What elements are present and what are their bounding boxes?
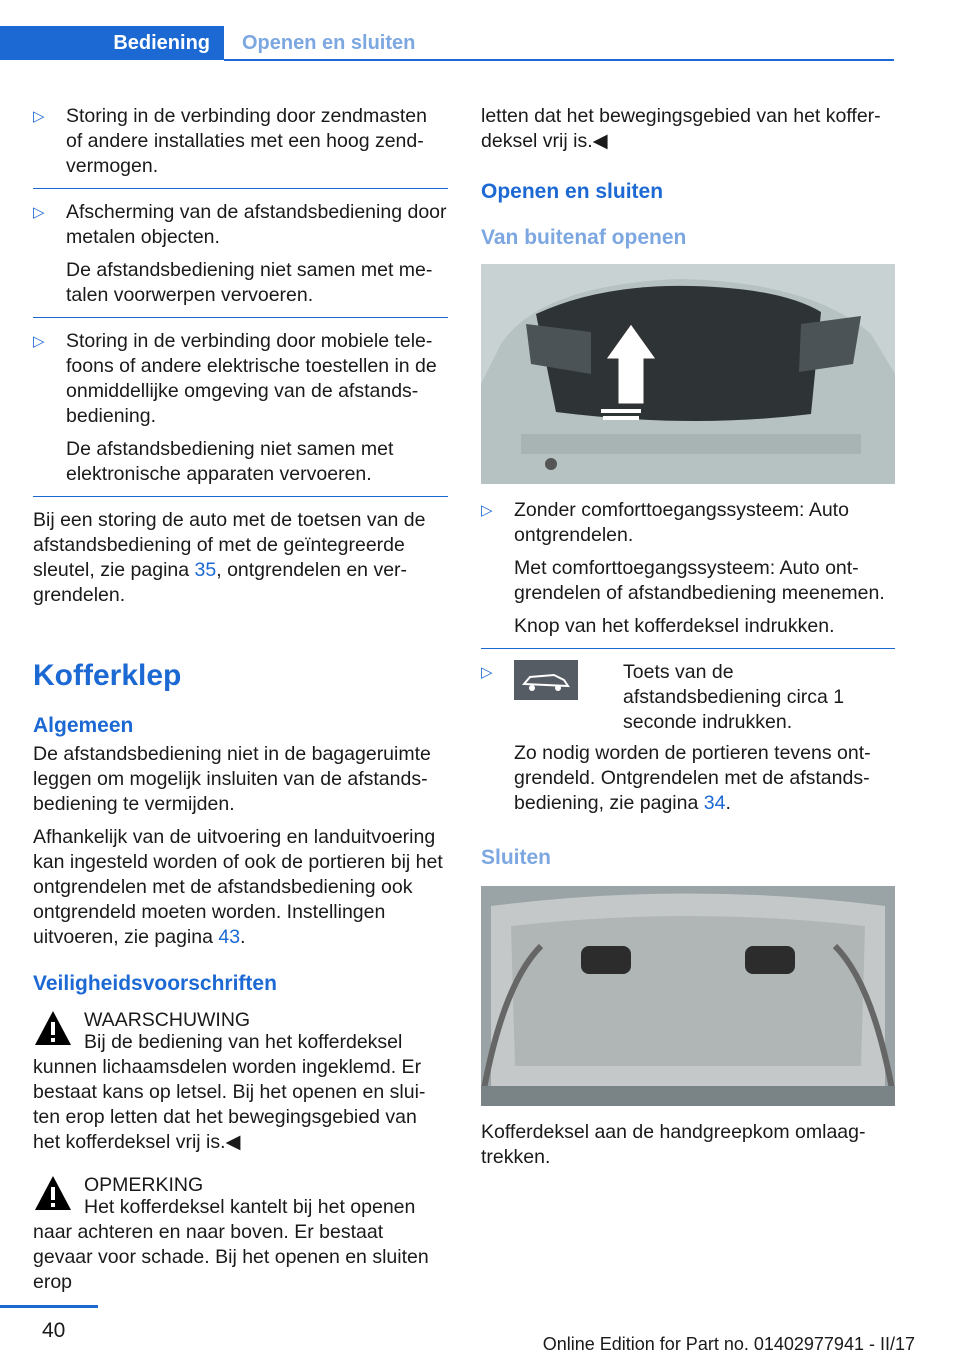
bullet-text: Toets van de afstandsbediening circa 1 seconde indrukken. <box>623 661 845 733</box>
trunk-close-photo <box>481 886 895 1106</box>
bullet-subtext: Knop van het kofferdeksel indrukken. <box>514 615 835 637</box>
key-row <box>514 660 895 735</box>
warning-title: WAARSCHUWING <box>84 1009 251 1031</box>
bullet-subtext: De afstandsbediening niet samen met elektronische apparaten vervoeren. <box>66 438 394 485</box>
bullet-text: Zonder comforttoegangssysteem: Auto ontgrendelen. <box>514 499 849 546</box>
divider <box>33 188 448 189</box>
divider <box>33 317 448 318</box>
note-title: OPMERKING <box>84 1174 204 1196</box>
list-item <box>33 104 448 179</box>
list-item <box>481 660 895 816</box>
subsection-title: Sluiten <box>481 846 552 869</box>
list-item <box>33 200 448 308</box>
divider <box>481 648 895 649</box>
list-item <box>33 329 448 487</box>
page-link[interactable]: 35 <box>194 559 217 581</box>
paragraph: letten dat het bewegingsgebied van het koffer-deksel vrij is.◀ <box>481 105 881 152</box>
footer-rule <box>0 1305 98 1308</box>
bullet-subtext: De afstandsbediening niet samen met me-talen voorwerpen vervoeren. <box>66 259 433 306</box>
bullet-text: Afscherming van de afstandsbediening door metalen objecten. <box>66 201 447 248</box>
left-column <box>33 104 448 1295</box>
section-title: Kofferklep <box>33 659 182 692</box>
section-title: Openen en sluiten <box>481 180 664 203</box>
tab-openen-en-sluiten[interactable]: Openen en sluiten <box>242 32 416 54</box>
tab-bediening[interactable]: Bediening <box>0 26 224 60</box>
bullet-subtext: Met comforttoegangssysteem: Auto ont-grendelen of afstandbediening meenemen. <box>514 557 885 604</box>
bullet-triangle-icon: ▷ <box>33 108 45 125</box>
note-text: Het kofferdeksel kantelt bij het openen naar achteren en naar boven. Er bestaat gevaar voor schade. Bij het openen en sluiten erop <box>33 1196 429 1293</box>
paragraph: De afstandsbediening niet in de bagageruimte leggen om mogelijk insluiten van de afstands-bediening te vermijden. <box>33 743 431 815</box>
trunk-key-icon <box>514 660 578 700</box>
warning-text: Bij de bediening van het kofferdeksel kunnen lichaamsdelen worden ingeklemd. Er bestaat kans op letsel. Bij het openen en slui-ten erop letten dat het bewegingsgebied van het kofferdeksel vrij is.◀ <box>33 1031 426 1153</box>
paragraph: Bij een storing de auto met de toetsen van de afstandsbediening of met de geïntegreerde sleutel, zie pagina 35, ontgrendelen en ver-grendelen. <box>33 509 426 606</box>
page-number: 40 <box>42 1319 66 1342</box>
subsection-title: Van buitenaf openen <box>481 226 687 249</box>
bullet-triangle-icon: ▷ <box>481 664 493 681</box>
bullet-text: Storing in de verbinding door zendmasten of andere installaties met een hoog zend-vermogen. <box>66 105 427 177</box>
bullet-subtext: Zo nodig worden de portieren tevens ont-grendeld. Ontgrendelen met de afstands-bediening, zie pagina 34. <box>514 742 871 814</box>
bullet-triangle-icon: ▷ <box>33 204 45 221</box>
edition-label: Online Edition for Part no. 01402977941 - II/17 <box>542 1334 915 1354</box>
warning-triangle-icon <box>33 1008 73 1048</box>
page-link[interactable]: 34 <box>703 792 726 814</box>
right-column <box>481 104 895 1170</box>
header-tabs <box>0 26 894 62</box>
list-item <box>481 498 895 639</box>
subsection-title: Veiligheidsvoorschriften <box>33 972 277 995</box>
bullet-triangle-icon: ▷ <box>33 333 45 350</box>
caption: Kofferdeksel aan de handgreepkom omlaag-trekken. <box>481 1121 866 1168</box>
bullet-triangle-icon: ▷ <box>481 502 493 519</box>
bullet-text: Storing in de verbinding door mobiele tele-foons of andere elektrische toestellen in de onmiddellijke omgeving van de afstands-bediening. <box>66 330 437 427</box>
paragraph: Afhankelijk van de uitvoering en landuitvoering kan ingesteld worden of ook de portieren bij het ontgrendelen met de afstandsbediening ook ontgrendeld moeten worden. Instellingen uitvoeren, zie pagina 43. <box>33 826 443 948</box>
subsection-title: Algemeen <box>33 714 134 737</box>
divider <box>33 496 448 497</box>
warning-triangle-icon <box>33 1173 73 1213</box>
page-link[interactable]: 43 <box>218 926 241 948</box>
note-block <box>33 1173 448 1223</box>
trunk-open-photo <box>481 264 895 484</box>
header-rule <box>224 59 894 61</box>
warning-block <box>33 1008 448 1058</box>
